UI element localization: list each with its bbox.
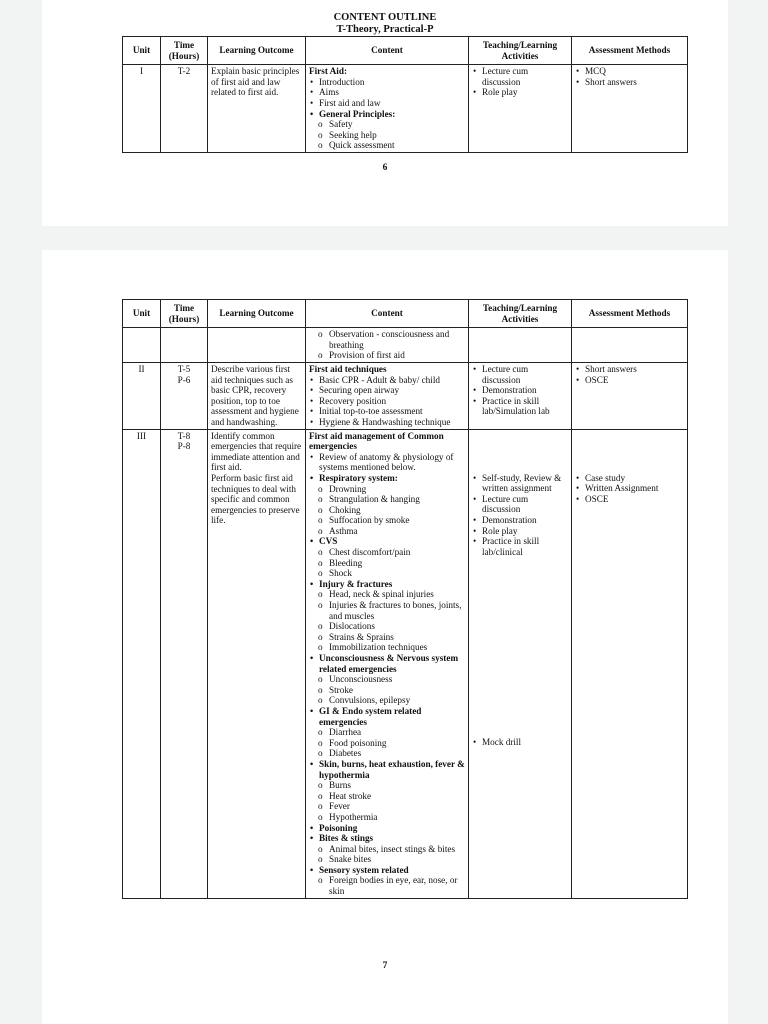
outcome-cell (208, 429, 306, 898)
list-item: • Demonstration (472, 515, 568, 526)
list-item: • Sensory system related (309, 865, 465, 876)
outcome-cell (208, 328, 306, 363)
list-item: • Securing open airway (309, 385, 465, 396)
unit-cell: II (123, 362, 161, 429)
time-practical: P-6 (177, 374, 191, 385)
list-item: • GI & Endo system related emergencies (309, 706, 465, 727)
time-cell (161, 328, 208, 363)
assessment-list (575, 66, 684, 87)
list-item: o Strangulation & hanging (309, 494, 465, 505)
list-item: • Practice in skill lab/clinical (472, 536, 568, 557)
header-assessment: Assessment Methods (572, 300, 688, 328)
list-item: First aid techniques (309, 363, 387, 374)
time-cell (161, 429, 208, 898)
time-theory: T-8 (177, 430, 191, 441)
assessment-list (575, 364, 684, 385)
header-time: Time (Hours) (161, 300, 208, 328)
list-item: • Poisoning (309, 823, 465, 834)
list-item: • Lecture cum discussion (472, 364, 568, 385)
list-item: o Diabetes (309, 748, 465, 759)
header-content: Content (306, 37, 469, 65)
list-item: o Unconsciousness (309, 674, 465, 685)
outcome-cell: Describe various first aid techniques such as basic CPR, recovery position, top to toe assessment and hygiene and handwashing. (208, 362, 306, 429)
assessment-cell (572, 362, 688, 429)
list-item: o Hypothermia (309, 812, 465, 823)
list-item: • Short answers (575, 77, 684, 88)
list-item: • Mock drill (472, 737, 568, 748)
list-item: o Dislocations (309, 621, 465, 632)
time-theory: T-5 (177, 363, 191, 374)
time-cell (161, 362, 208, 429)
unit-cell (123, 328, 161, 363)
content-list (309, 431, 465, 897)
table-row (123, 429, 688, 898)
header-unit: Unit (123, 300, 161, 328)
list-item: • Hygiene & Handwashing technique (309, 417, 465, 428)
list-item: • Case study (575, 473, 684, 484)
list-item: o Strains & Sprains (309, 632, 465, 643)
header-teaching: Teaching/Learning Activities (469, 37, 572, 65)
unit-cell: III (123, 429, 161, 898)
list-item: o Provision of first aid (309, 350, 465, 361)
list-item: • Bites & stings (309, 833, 465, 844)
content-list (309, 66, 465, 151)
content-list (309, 329, 465, 361)
list-item: • Demonstration (472, 385, 568, 396)
content-outline-table-1 (122, 36, 688, 153)
content-cell (306, 328, 469, 363)
table-row (123, 362, 688, 429)
list-item: o Snake bites (309, 854, 465, 865)
list-item: • Role play (472, 526, 568, 537)
list-item: o Convulsions, epilepsy (309, 695, 465, 706)
header-outcome: Learning Outcome (208, 37, 306, 65)
content-cell (306, 65, 469, 153)
list-item: • CVS (309, 536, 465, 547)
list-item: o Fever (309, 801, 465, 812)
list-item: First Aid: (309, 66, 348, 77)
list-item: o Safety (309, 119, 465, 130)
page-title: CONTENT OUTLINE (333, 12, 437, 23)
unit-cell: I (123, 65, 161, 153)
list-item: • MCQ (575, 66, 684, 77)
list-item: • Respiratory system: (309, 473, 465, 484)
teaching-cell (469, 328, 572, 363)
list-item: o Choking (309, 505, 465, 516)
list-item: o Diarrhea (309, 727, 465, 738)
list-item: o Head, neck & spinal injuries (309, 589, 465, 600)
list-item: o Burns (309, 780, 465, 791)
list-item: • Initial top-to-toe assessment (309, 406, 465, 417)
header-teaching: Teaching/Learning Activities (469, 300, 572, 328)
content-outline-table-2 (122, 299, 688, 899)
assessment-cell (572, 429, 688, 898)
list-item: • Skin, burns, heat exhaustion, fever & hypothermia (309, 759, 465, 780)
outcome-cell: Explain basic principles of first aid and law related to first aid. (208, 65, 306, 153)
list-item: • OSCE (575, 494, 684, 505)
page-6 (42, 0, 728, 226)
header-unit: Unit (123, 37, 161, 65)
list-item: • OSCE (575, 375, 684, 386)
list-item: • Basic CPR - Adult & baby/ child (309, 375, 465, 386)
list-item: • Injury & fractures (309, 579, 465, 590)
list-item: • Self-study, Review & written assignment (472, 473, 568, 494)
list-item: • Written Assignment (575, 483, 684, 494)
outcome-text-2: Perform basic first aid techniques to deal with specific and common emergencies to preserve life. (211, 472, 300, 526)
list-item: • Short answers (575, 364, 684, 375)
header-outcome: Learning Outcome (208, 300, 306, 328)
assessment-cell (572, 65, 688, 153)
list-item: o Shock (309, 568, 465, 579)
list-item: • Lecture cum discussion (472, 494, 568, 515)
list-item: • Review of anatomy & physiology of systems mentioned below. (309, 452, 465, 473)
list-item: o Heat stroke (309, 791, 465, 802)
list-item: • First aid and law (309, 98, 465, 109)
list-item: • Recovery position (309, 396, 465, 407)
list-item: o Foreign bodies in eye, ear, nose, or skin (309, 875, 465, 896)
list-item: • Role play (472, 87, 568, 98)
page-header (42, 12, 728, 36)
list-item: o Observation - consciousness and breathing (309, 329, 465, 350)
list-item: First aid management of Common emergencies (309, 430, 444, 452)
teaching-cell (469, 362, 572, 429)
list-item: o Food poisoning (309, 738, 465, 749)
header-row (123, 37, 688, 65)
list-item: • Introduction (309, 77, 465, 88)
list-item: o Bleeding (309, 558, 465, 569)
outcome-text-1: Identify common emergencies that require immediate attention and first aid. (211, 430, 302, 473)
assessment-list (575, 473, 684, 505)
list-item: o Quick assessment (309, 140, 465, 151)
list-item: o Immobilization techniques (309, 642, 465, 653)
table-row (123, 65, 688, 153)
list-item: o Suffocation by smoke (309, 515, 465, 526)
list-item: • General Principles: (309, 109, 465, 120)
list-item: o Stroke (309, 685, 465, 696)
header-time: Time (Hours) (161, 37, 208, 65)
list-item: o Chest discomfort/pain (309, 547, 465, 558)
time-practical: P-8 (177, 441, 191, 452)
teaching-list (472, 473, 568, 558)
page-7 (42, 250, 728, 1024)
page-number: 6 (382, 163, 388, 173)
list-item: • Unconsciousness & Nervous system related emergencies (309, 653, 465, 674)
list-item: o Animal bites, insect stings & bites (309, 844, 465, 855)
list-item: o Injuries & fractures to bones, joints, and muscles (309, 600, 465, 621)
list-item: • Aims (309, 87, 465, 98)
list-item: o Seeking help (309, 130, 465, 141)
assessment-cell (572, 328, 688, 363)
header-content: Content (306, 300, 469, 328)
teaching-cell (469, 65, 572, 153)
header-row (123, 300, 688, 328)
teaching-cell (469, 429, 572, 898)
list-item: • Practice in skill lab/Simulation lab (472, 396, 568, 417)
teaching-list-late (472, 737, 568, 748)
content-list (309, 364, 465, 428)
content-cell (306, 362, 469, 429)
content-cell (306, 429, 469, 898)
teaching-list (472, 66, 568, 98)
list-item: • Lecture cum discussion (472, 66, 568, 87)
header-assessment: Assessment Methods (572, 37, 688, 65)
teaching-list (472, 364, 568, 417)
time-cell: T-2 (161, 65, 208, 153)
page-number: 7 (382, 961, 388, 971)
list-item: o Drowning (309, 484, 465, 495)
page-subtitle: T-Theory, Practical-P (336, 24, 434, 35)
list-item: o Asthma (309, 526, 465, 537)
table-row (123, 328, 688, 363)
